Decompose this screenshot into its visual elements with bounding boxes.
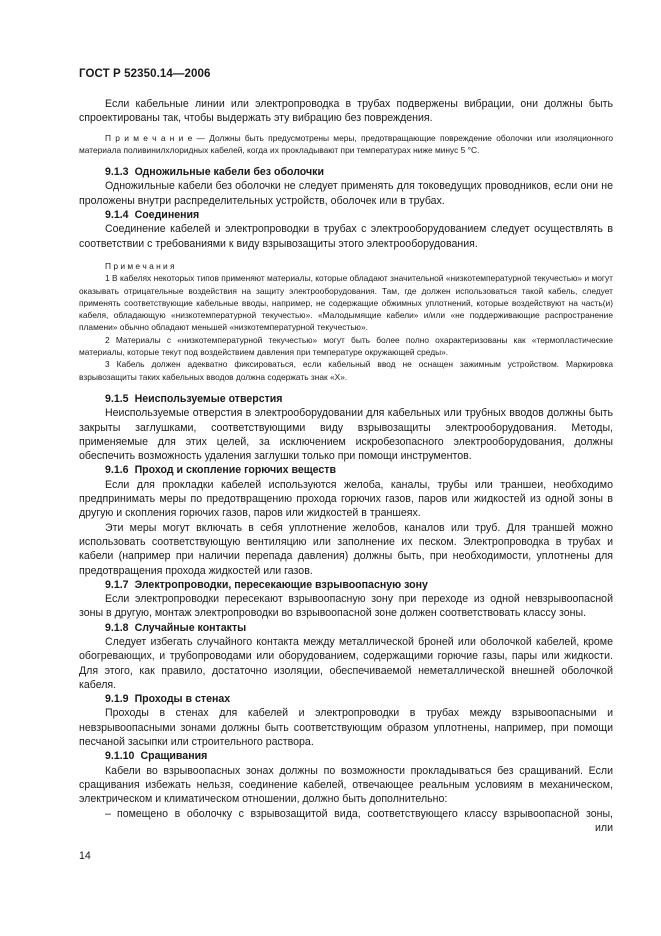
- notes-label: П р и м е ч а н и я: [105, 260, 175, 271]
- section-number: 9.1.8: [105, 621, 129, 634]
- list-item-text: помещено в оболочку с взрывозащитой вида, соответствующего классу взрывоопасной зоны,: [117, 807, 613, 820]
- section-title: Сращивания: [140, 750, 208, 763]
- section-9-1-10-heading: [79, 749, 613, 763]
- section-9-1-6-paragraph-2: Эти меры могут включать в себя уплотнение желобов, каналов или труб. Для траншей можно использовать соответствующую вентиляцию или заполнение их песком. Электропроводка в трубах и кабели (например при наличии перепада давления) должны быть, при необходимости, уплотнены для предотвращения прохода жидкостей или газов.: [79, 521, 613, 577]
- section-number: 9.1.10: [105, 750, 135, 763]
- standard-id-header: ГОСТ Р 52350.14—2006: [79, 68, 211, 80]
- section-number: 9.1.7: [105, 578, 129, 591]
- section-9-1-5-paragraph: Неиспользуемые отверстия в электрооборудовании для кабельных или трубных вводов должны быть закрыты заглушками, соответствующими виду взрывозащиты электрооборудования. Методы, применяемые для этих целей, за исключением искробезопасного электрооборудования, должны обеспечить возможность удаления заглушки только при помощи инструментов.: [79, 407, 613, 463]
- intro-paragraph: Если кабельные линии или электропроводка в трубах подвержены вибрации, они должны быть спроектированы так, чтобы выдержать эту вибрацию без повреждения.: [79, 98, 613, 125]
- section-number: 9.1.5: [105, 392, 129, 405]
- section-title: Проходы в стенах: [134, 693, 231, 706]
- section-9-1-6-heading: [79, 463, 613, 477]
- section-title: Случайные контакты: [134, 621, 247, 634]
- list-item-tail: или: [594, 821, 613, 834]
- note-3: 3 Кабель должен адекватно фиксироваться, если кабельный ввод не оснащен зажимным устройством. Маркировка взрывозащиты таких кабельных вводов должна содержать знак «Х».: [79, 359, 613, 382]
- section-9-1-7-paragraph: Если электропроводки пересекают взрывоопасную зону при переходе из одной невзрывоопасной зоны в другую, монтаж электропроводки во взрывоопасной зоне должен соответствовать классу зоны.: [79, 593, 613, 620]
- section-9-1-4-heading: [79, 208, 613, 222]
- section-9-1-9-heading: [79, 692, 613, 706]
- dash-marker: –: [105, 807, 111, 820]
- section-9-1-9-paragraph: Проходы в стенах для кабелей и электропроводки в трубах между взрывоопасными и невзрывоопасными зонами должны быть соответствующим образом уплотнены, например, при помощи песчаной засыпки или строительного раствора.: [79, 707, 613, 749]
- section-9-1-8-heading: [79, 621, 613, 635]
- note-1: 1 В кабелях некоторых типов применяют материалы, которые обладают значительной «низкотемпературной текучестью» и могут оказывать отрицательные воздействия на защиту электрооборудования. Там, где должен использоваться такой кабель, следует применять соответствующие кабельные вводы, например, не содержащие обжимных уплотнений, которые воздействуют на часть(и) кабеля, обладающую «низкотемпературной текучестью». «Малодымящие кабели» и/или «не поддерживающие распространение пламени» обычно обладают меньшей «низкотемпературной текучестью».: [79, 273, 613, 333]
- section-number: 9.1.3: [105, 166, 129, 179]
- section-title: Проход и скопление горючих веществ: [134, 464, 336, 477]
- note-2: 2 Материалы с «низкотемпературной текучестью» могут быть более полно охарактеризованы как «термопластические материалы, которые текут под воздействием давления при температуре окружающей среды».: [79, 334, 613, 358]
- section-number: 9.1.9: [105, 693, 129, 706]
- section-9-1-8-paragraph: Следует избегать случайного контакта между металлической броней или оболочкой кабелей, кроме обогревающих, и трубопроводами или оборудованием, содержащими горючие газы, пары или жидкости. Для этого, как правило, достаточно изоляции, обеспечиваемой неметаллической внешней оболочкой кабеля.: [79, 635, 613, 691]
- section-9-1-7-heading: [79, 578, 613, 592]
- section-9-1-6-paragraph-1: Если для прокладки кабелей используются желоба, каналы, трубы или траншеи, необходимо предпринимать меры по предотвращению прохода горючих газов, паров или жидкостей из одной зоны в другую и скопления горючих газов, паров или жидкостей в траншеях.: [79, 478, 613, 520]
- section-9-1-4-paragraph: Соединение кабелей и электропроводки в трубах с электрооборудованием следует осуществлять в соответствии с требованиями к виду взрывозащиты этого электрооборудования.: [79, 223, 613, 250]
- page-body: [79, 97, 613, 835]
- section-9-1-10-paragraph: Кабели во взрывоопасных зонах должны по возможности прокладываться без сращиваний. Если сращивания избежать нельзя, соединение кабелей, отвечающее реальным условиям в механическом, электрическом и климатическом отношении, должно быть дополнительно:: [79, 764, 613, 806]
- page-number: 14: [79, 850, 91, 862]
- section-9-1-3-paragraph: Одножильные кабели без оболочки не следует применять для токоведущих проводников, если они не проложены внутри распределительных устройств, оболочек или в трубах.: [79, 180, 613, 207]
- section-number: 9.1.6: [105, 464, 129, 477]
- section-9-1-3-heading: [79, 165, 613, 179]
- section-9-1-5-heading: [79, 392, 613, 406]
- section-title: Неиспользуемые отверстия: [134, 392, 283, 405]
- list-item: [79, 807, 613, 821]
- section-number: 9.1.4: [105, 209, 129, 222]
- section-title: Электропроводки, пересекающие взрывоопасную зону: [134, 578, 428, 591]
- note-text: — Должны быть предусмотрены меры, предотвращающие повреждение оболочки или изоляционного материала поливинилхлоридных кабелей, когда их прокладывают при температурах ниже минус 5 °С.: [79, 132, 613, 155]
- section-title: Соединения: [134, 209, 200, 222]
- section-title: Одножильные кабели без оболочки: [134, 166, 324, 179]
- intro-note: [79, 132, 613, 157]
- note-label: П р и м е ч а н и е: [105, 132, 193, 143]
